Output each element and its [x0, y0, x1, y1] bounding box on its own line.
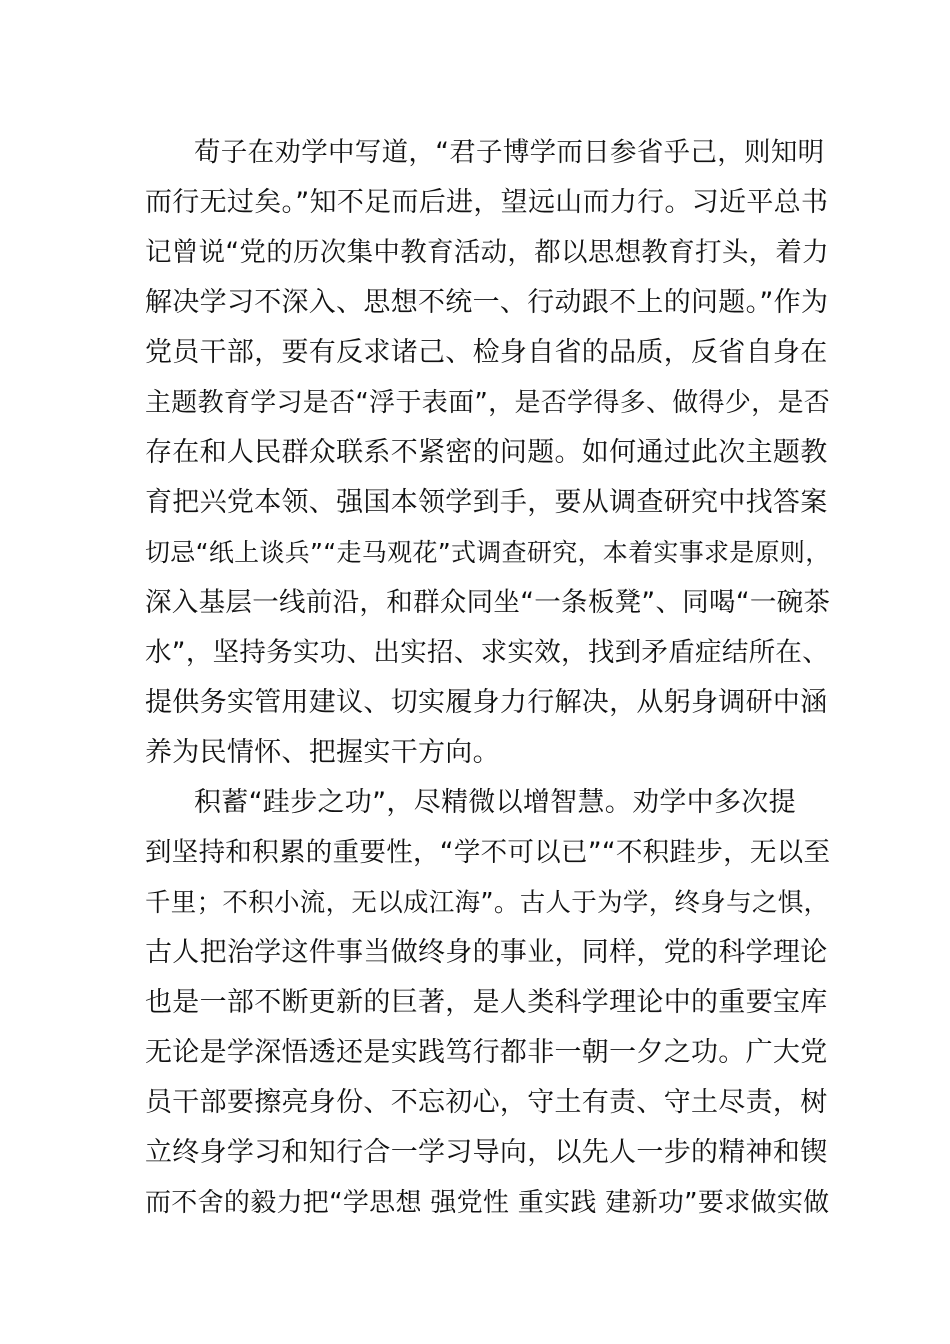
text-line: 记曾说“党的历次集中教育活动，都以思想教育打头，着力 [145, 237, 830, 268]
text-line: 荀子在劝学中写道，“君子博学而日参省乎己，则知明 [194, 137, 825, 168]
text-line: 深入基层一线前沿，和群众同坐“一条板凳”、同喝“一碗茶 [145, 587, 831, 618]
paragraph-2 [145, 778, 835, 1228]
text-line: 无论是学深悟透还是实践笃行都非一朝一夕之功。广大党 [145, 1037, 828, 1068]
text-line: 党员干部，要有反求诸己、检身自省的品质，反省自身在 [145, 337, 828, 368]
body-text [145, 128, 835, 1228]
text-line: 员干部要擦亮身份、不忘初心，守土有责、守土尽责，树 [145, 1087, 828, 1118]
text-line: 解决学习不深入、思想不统一、行动跟不上的问题。”作为 [145, 287, 829, 318]
text-line: 也是一部不断更新的巨著，是人类科学理论中的重要宝库 [145, 987, 828, 1018]
text-line: 提供务实管用建议、切实履身力行解决，从躬身调研中涵 [145, 687, 828, 718]
text-line: 养为民情怀、把握实干方向。 [145, 737, 500, 768]
paragraph-1 [145, 128, 835, 778]
text-line: 积蓄“跬步之功”，尽精微以增智慧。劝学中多次提 [194, 787, 796, 818]
text-line: 切忌“纸上谈兵”“走马观花”式调查研究，本着实事求是原则， [145, 538, 831, 567]
text-line: 育把兴党本领、强国本领学到手，要从调查研究中找答案 [145, 487, 828, 518]
text-line: 而不舍的毅力把“学思想 强党性 重实践 建新功”要求做实做 [145, 1188, 830, 1218]
text-line: 千里；不积小流，无以成江海”。古人于为学，终身与之惧， [145, 888, 830, 918]
text-line: 水”，坚持务实功、出实招、求实效，找到矛盾症结所在、 [145, 637, 830, 668]
text-line: 立终身学习和知行合一学习导向，以先人一步的精神和锲 [145, 1137, 828, 1168]
text-line: 而行无过矣。”知不足而后进，望远山而力行。习近平总书 [145, 187, 829, 218]
text-line: 古人把治学这件事当做终身的事业，同样，党的科学理论 [145, 937, 828, 968]
text-line: 主题教育学习是否“浮于表面”，是否学得多、做得少，是否 [145, 388, 831, 418]
text-line: 到坚持和积累的重要性，“学不可以已”“不积跬步，无以至 [145, 837, 831, 868]
text-line: 存在和人民群众联系不紧密的问题。如何通过此次主题教 [145, 437, 828, 468]
